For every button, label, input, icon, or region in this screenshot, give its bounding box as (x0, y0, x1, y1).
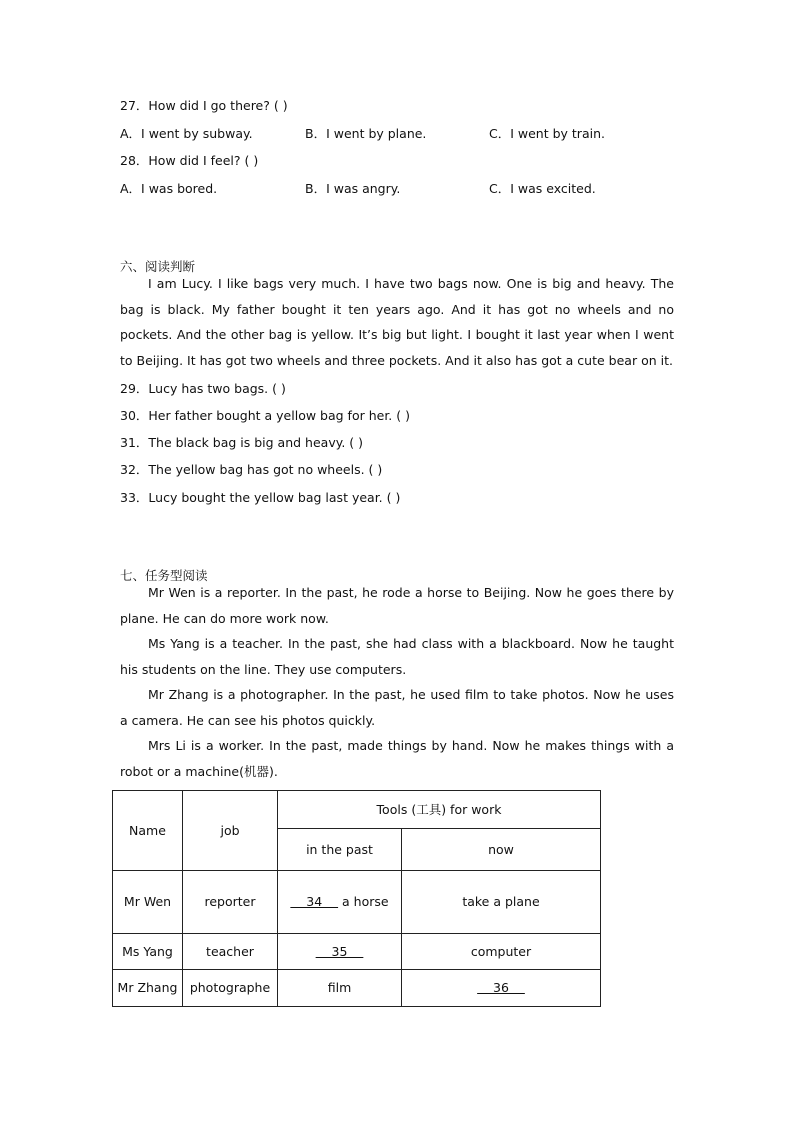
cell-name: Mr Zhang (113, 970, 183, 1007)
cell-job: photographe (183, 970, 278, 1007)
cell-job: reporter (183, 871, 278, 934)
answer-blank-34[interactable]: 34 (290, 894, 339, 909)
cell-now (402, 970, 601, 1007)
q27-option-a: A．I went by subway. (120, 126, 253, 141)
section-6-passage (120, 271, 674, 373)
paragraph-text: Mr Zhang is a photographer. In the past, he used film to take photos. Now he uses a camera. He can see his photos quickly. (120, 687, 674, 728)
cell-past (278, 871, 402, 934)
tools-table (112, 790, 601, 1007)
judgement-item-33: 33．Lucy bought the yellow bag last year. ( ) (120, 490, 401, 505)
table-row (113, 934, 601, 970)
judgement-item-30: 30．Her father bought a yellow bag for her. ( ) (120, 408, 410, 423)
section-7-heading: 七、任务型阅读 (120, 568, 208, 583)
table-header-row (113, 791, 601, 829)
cell-past-rest: a horse (338, 894, 389, 909)
q27-option-c: C．I went by train. (489, 126, 605, 141)
q28-option-c: C．I was excited. (489, 181, 596, 196)
cell-past: film (278, 970, 402, 1007)
question-28: 28．How did I feel? ( ) (120, 153, 259, 168)
cell-job: teacher (183, 934, 278, 970)
header-name: Name (113, 791, 183, 871)
section-6-passage-text: I am Lucy. I like bags very much. I have two bags now. One is big and heavy. The bag is black. My father bought it ten years ago. And it has got no wheels and no pockets. And the other bag is yellow. It’s big but light. I bought it last year when I went to Beijing. It has got two wheels and three pockets. And it also has got a cute bear on it. (120, 276, 674, 368)
paragraph-text: Mrs Li is a worker. In the past, made things by hand. Now he makes things with a robot or a machine(机器). (120, 738, 674, 779)
judgement-item-31: 31．The black bag is big and heavy. ( ) (120, 435, 364, 450)
cell-name: Ms Yang (113, 934, 183, 970)
question-27: 27．How did I go there? ( ) (120, 98, 288, 113)
cell-now: take a plane (402, 871, 601, 934)
section-7-paragraph-4 (120, 733, 674, 784)
q28-option-a: A．I was bored. (120, 181, 218, 196)
q27-option-b: B．I went by plane. (305, 126, 427, 141)
header-tools: Tools (工具) for work (278, 791, 601, 829)
judgement-item-32: 32．The yellow bag has got no wheels. ( ) (120, 462, 383, 477)
cell-now: computer (402, 934, 601, 970)
header-in-the-past: in the past (278, 829, 402, 871)
section-6-heading: 六、阅读判断 (120, 259, 196, 274)
answer-blank-35[interactable]: 35 (315, 943, 364, 959)
judgement-item-29: 29．Lucy has two bags. ( ) (120, 381, 286, 396)
q28-option-b: B．I was angry. (305, 181, 401, 196)
header-job: job (183, 791, 278, 871)
section-7-paragraph-1 (120, 580, 674, 631)
header-now: now (402, 829, 601, 871)
table-row (113, 970, 601, 1007)
paragraph-text: Mr Wen is a reporter. In the past, he rode a horse to Beijing. Now he goes there by plane. He can do more work now. (120, 585, 674, 626)
table-row (113, 871, 601, 934)
cell-past (278, 934, 402, 970)
cell-name: Mr Wen (113, 871, 183, 934)
section-7-paragraph-2 (120, 631, 674, 682)
paragraph-text: Ms Yang is a teacher. In the past, she had class with a blackboard. Now he taught his students on the line. They use computers. (120, 636, 674, 677)
answer-blank-36[interactable]: 36 (477, 980, 525, 995)
section-7-paragraph-3 (120, 682, 674, 733)
